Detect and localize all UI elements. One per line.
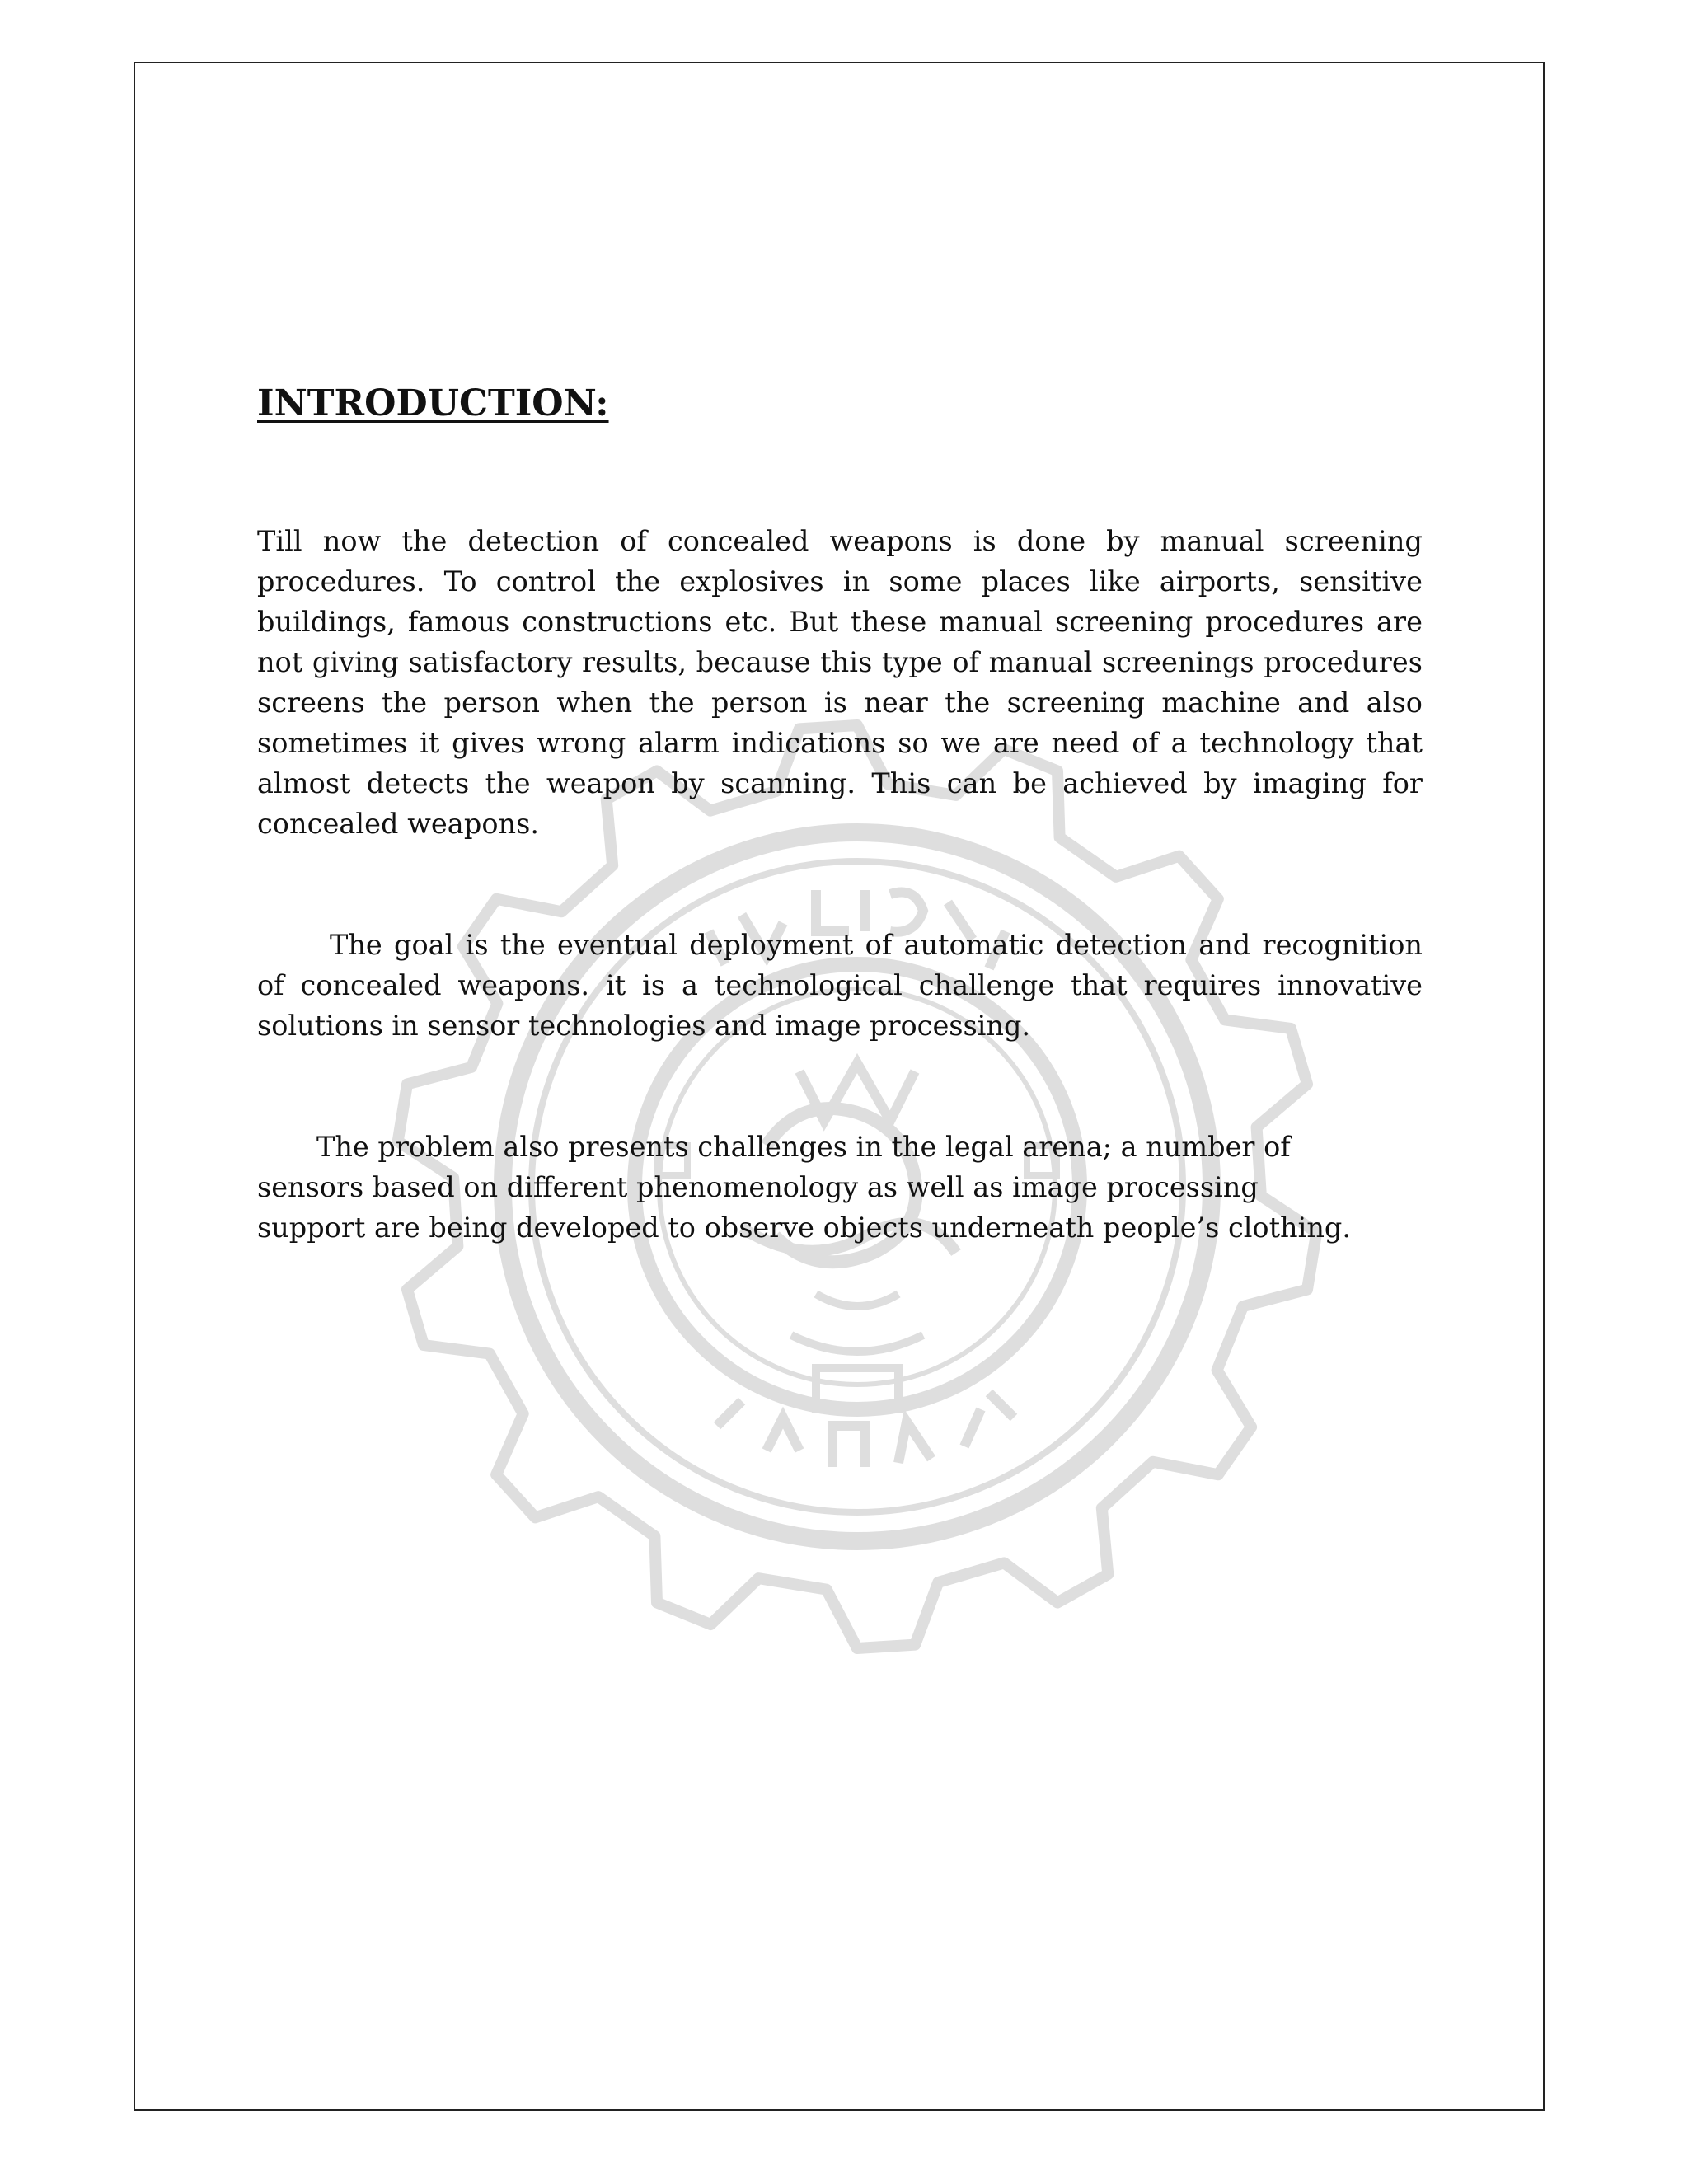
paragraph-3: The problem also presents challenges in the legal arena; a number of sensors based on different phenomenology as well as image processing support are being developed to observe objects underneath people’s clothing.: [257, 1131, 1352, 1244]
paragraph-2: The goal is the eventual deployment of automatic detection and recognition of concealed weapons. it is a technological challenge that requires innovative solutions in sensor technologies and image processing.: [257, 929, 1423, 1042]
paragraph-1: Till now the detection of concealed weapons is done by manual screening procedures. To control the explosives in some places like airports, sensitive buildings, famous constructions etc. But these manual screening procedures are not giving satisfactory results, because this type of manual screenings procedures screens the person when the person is near the screening machine and also sometimes it gives wrong alarm indications so we are need of a technology that almost detects the weapon by scanning. This can be achieved by imaging for concealed weapons.: [257, 525, 1423, 840]
document-body: [257, 379, 1423, 1248]
section-heading: INTRODUCTION:: [257, 382, 609, 424]
